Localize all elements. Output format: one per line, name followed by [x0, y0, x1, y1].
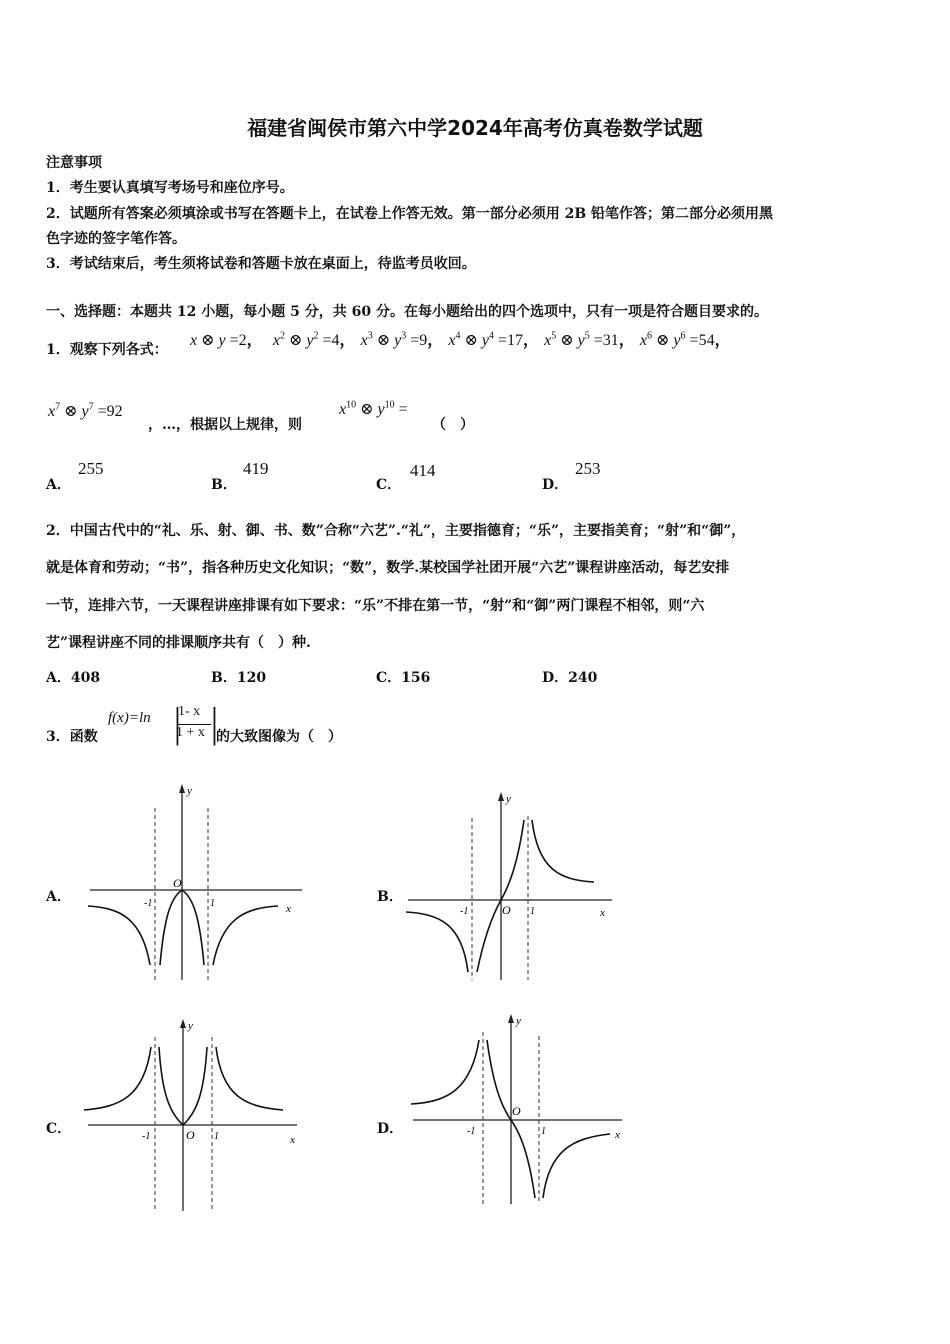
q2-line: 艺”课程讲座不同的排课顺序共有（ ）种. — [46, 635, 311, 651]
curve-right — [543, 1134, 610, 1198]
q3-denominator: 1 + x — [176, 725, 205, 740]
q3-prefix: 3．函数 — [46, 729, 98, 745]
page-title: 福建省闽侯市第六中学2024年高考仿真卷数学试题 — [247, 116, 703, 140]
q3-suffix: 的大致图像为（ ） — [216, 729, 342, 745]
q1-option-a-label: A． — [46, 477, 71, 493]
y-axis-label: y — [188, 1020, 193, 1032]
q1-option-c-label: C． — [376, 477, 402, 493]
y-axis-label: y — [506, 793, 511, 805]
q1-expressions: x ⊗ y =2， $x^2$ ⊗ $y^2 =4$， $x^3$ ⊗ $y^3 =9$， $x^4$ ⊗ $y^4 =17$， $x^5$ ⊗ $y^5 =31$， $x^6$ ⊗ $y^6 =54$， — [190, 330, 731, 349]
q1-target: $x^{10}$ ⊗ $y^{10}$ = — [339, 399, 408, 418]
x-axis-label: x — [615, 1129, 620, 1141]
graph-a-label: A． — [46, 889, 71, 905]
curve-left — [84, 1047, 151, 1110]
q1-option-b-label: B． — [211, 477, 237, 493]
q1-line2: $x^7$ ⊗ $y^7 =92$ — [48, 401, 123, 420]
y-axis-label: y — [516, 1015, 521, 1027]
q3-numerator: 1- x — [178, 704, 201, 719]
curve-left — [406, 912, 468, 972]
tick-neg: -1 — [467, 1126, 476, 1137]
graph-d — [405, 1010, 630, 1210]
y-axis-arrow-icon — [179, 784, 185, 793]
q1-option-a-value: 255 — [78, 459, 104, 478]
graph-c-label: C． — [46, 1121, 72, 1137]
q2-option-a: A．408 — [46, 670, 101, 686]
q2-line: 一节，连排六节，一天课程讲座排课有如下要求：“乐”不排在第一节，“射”和“御”两门课程不相邻，则“六 — [46, 598, 705, 614]
q1-option-b-value: 419 — [243, 459, 269, 478]
section-heading: 一、选择题：本题共 12 小题，每小题 5 分，共 60 分。在每小题给出的四个选项中，只有一项是符合题目要求的。 — [46, 304, 768, 320]
curve-right — [216, 1047, 283, 1110]
curve-left — [411, 1040, 479, 1104]
q2-line: 2．中国古代中的“礼、乐、射、御、书、数”合称“六艺”.“礼”，主要指德育；“乐”，主要指美育；“射”和“御”， — [46, 523, 746, 539]
graph-d-label: D． — [377, 1121, 404, 1137]
notice-item: 3．考试结束后，考生须将试卷和答题卡放在桌面上，待监考员收回。 — [46, 256, 476, 272]
y-axis-label: y — [187, 785, 192, 797]
x-axis-label: x — [286, 903, 291, 915]
q1-option-c-value: 414 — [410, 461, 436, 480]
notice-item: 色字迹的签字笔作答。 — [46, 231, 186, 247]
tick-neg: -1 — [460, 906, 469, 917]
graph-b-label: B． — [377, 889, 403, 905]
notice-item: 1．考生要认真填写考场号和座位序号。 — [46, 180, 294, 196]
y-axis-arrow-icon — [180, 1019, 186, 1028]
q1-line2-text: ，…，根据以上规律，则 — [148, 417, 302, 433]
q2-option-c: C．156 — [376, 670, 431, 686]
q1-option-d-label: D． — [542, 477, 569, 493]
notice-heading: 注意事项 — [46, 155, 102, 171]
q1-prefix: 1．观察下列各式： — [46, 342, 168, 358]
origin-label: O — [173, 876, 182, 890]
curve-right — [532, 820, 594, 882]
origin-label: O — [502, 903, 511, 917]
graph-b — [400, 788, 620, 988]
curve-right — [213, 906, 278, 965]
q2-line: 就是体育和劳动；“书”，指各种历史文化知识；“数”，数学.某校国学社团开展“六艺”课程讲座活动，每艺安排 — [46, 560, 730, 576]
q3-func-name: f(x)=ln — [108, 710, 151, 726]
tick-pos: 1 — [214, 1131, 219, 1142]
tick-pos: 1 — [530, 906, 535, 917]
tick-neg: -1 — [144, 898, 153, 909]
curve-left — [88, 906, 150, 965]
y-axis-arrow-icon — [498, 792, 504, 801]
q1-option-d-value: 253 — [575, 459, 601, 478]
x-axis-label: x — [600, 907, 605, 919]
graph-a — [80, 780, 310, 990]
q1-blank: （ ） — [432, 417, 474, 433]
y-axis-arrow-icon — [508, 1014, 514, 1023]
notice-item: 2．试题所有答案必须填涂或书写在答题卡上，在试卷上作答无效。第一部分必须用 2B 铅笔作答；第二部分必须用黑 — [46, 206, 774, 222]
q1-expr-value: 2 — [238, 332, 247, 349]
graph-c — [80, 1015, 305, 1215]
origin-label: O — [512, 1104, 521, 1118]
tick-pos: 1 — [541, 1126, 546, 1137]
q2-option-d: D．240 — [542, 670, 598, 686]
tick-pos: 1 — [210, 898, 215, 909]
tick-neg: -1 — [142, 1131, 151, 1142]
q2-option-b: B．120 — [211, 670, 267, 686]
origin-label: O — [186, 1128, 195, 1142]
x-axis-label: x — [290, 1134, 295, 1146]
